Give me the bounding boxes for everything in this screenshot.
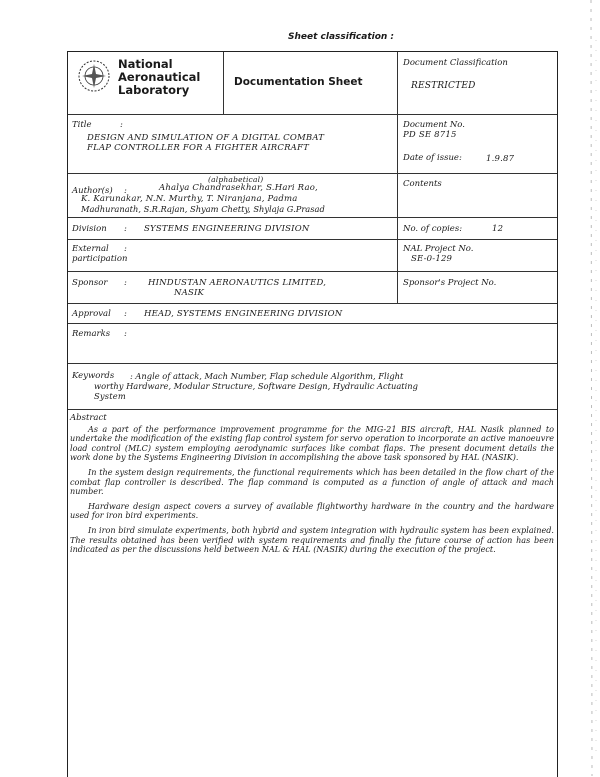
keywords-line-1: : Angle of attack, Mach Number, Flap schedule Algorithm, Flight: [130, 371, 404, 381]
external-label-2: participation: [72, 254, 128, 264]
authors-note: (alphabetical): [208, 175, 264, 184]
external-divider: [397, 240, 398, 272]
sponsor-label: Sponsor: [72, 278, 108, 288]
sponsor-divider: [397, 272, 398, 304]
authors-line-1: Ahalya Chandrasekhar, S.Hari Rao,: [159, 183, 318, 193]
title-label: Title: [72, 120, 92, 130]
approval-row: [68, 304, 557, 324]
nal-project-label: NAL Project No.: [403, 244, 474, 254]
sponsor-line-2: NASIK: [174, 288, 205, 298]
org-line-2: Aeronautical: [118, 70, 201, 84]
documentation-sheet-form: [67, 51, 558, 777]
abstract-paragraph-2: In the system design requirements, the functional requirements which has been detailed in the flow chart of the combat flap controller is described. The flap command is computed as a function of angle of attack and mach number.: [70, 466, 554, 497]
remarks-label: Remarks: [72, 329, 111, 339]
doc-number-label: Document No.: [403, 120, 465, 130]
division-label: Division: [72, 224, 107, 234]
date-of-issue-label: Date of issue:: [403, 153, 462, 163]
authors-line-2: K. Karunakar, N.N. Murthy, T. Niranjana, Padma: [81, 194, 298, 204]
division-colon: :: [124, 224, 127, 234]
nal-project-value: SE-0-129: [411, 254, 453, 264]
header-row: [68, 52, 557, 115]
sheet-classification-label: Sheet classification :: [288, 32, 395, 42]
approval-value: HEAD, SYSTEMS ENGINEERING DIVISION: [144, 309, 343, 319]
external-colon: :: [124, 244, 127, 254]
keywords-line-3: System: [94, 391, 126, 401]
abstract-label: Abstract: [70, 413, 107, 423]
abstract-paragraph-3: Hardware design aspect covers a survey of available flightworthy hardware in the country and the hardware used for iron bird experiments.: [70, 500, 554, 521]
authors-line-3: Madhuranath, S.R.Rajan, Shyam Chetty, Shylaja G.Prasad: [81, 204, 325, 214]
copies-label: No. of copies:: [403, 224, 463, 234]
approval-colon: :: [124, 309, 127, 319]
title-colon: :: [120, 120, 123, 130]
keywords-line-2: worthy Hardware, Modular Structure, Software Design, Hydraulic Actuating: [94, 381, 418, 391]
contents-label: Contents: [403, 179, 442, 189]
doc-classification-label: Document Classification: [403, 58, 508, 68]
keywords-row: [68, 364, 557, 410]
scan-edge-artifact: [578, 0, 600, 776]
division-value: SYSTEMS ENGINEERING DIVISION: [144, 224, 310, 234]
date-of-issue-value: 1.9.87: [486, 154, 515, 164]
sponsor-row: [68, 272, 557, 304]
doc-number-value: PD SE 8715: [403, 130, 457, 140]
authors-label: Author(s): [72, 186, 113, 196]
org-line-3: Laboratory: [118, 83, 190, 97]
abstract-paragraph-4: In iron bird simulate experiments, both hybrid and system integration with hydraulic system has been explained. The results obtained has been verified with system requirements and finally the future course of action has been indicated as per the discussions held between NAL & HAL (NASIK) during the execution of the project.: [70, 524, 554, 555]
approval-label: Approval: [72, 309, 111, 319]
authors-row: [68, 174, 557, 218]
title-row: [68, 115, 557, 174]
division-row: [68, 218, 557, 240]
abstract-body: [70, 414, 554, 560]
remarks-row: [68, 324, 557, 364]
remarks-colon: :: [124, 329, 127, 339]
external-participation-row: [68, 240, 557, 272]
org-line-1: National: [118, 57, 173, 71]
abstract-section: [68, 410, 557, 777]
organization-name: [118, 58, 200, 97]
authors-divider: [397, 174, 398, 218]
external-label-1: External: [72, 244, 109, 254]
sponsor-project-label: Sponsor's Project No.: [403, 278, 497, 288]
sponsor-line-1: HINDUSTAN AERONAUTICS LIMITED,: [148, 278, 327, 288]
title-line-2: FLAP CONTROLLER FOR A FIGHTER AIRCRAFT: [87, 143, 309, 153]
sponsor-colon: :: [124, 278, 127, 288]
header-divider-1: [223, 52, 224, 115]
title-line-1: DESIGN AND SIMULATION OF A DIGITAL COMBAT: [87, 133, 325, 143]
division-divider: [397, 218, 398, 240]
header-divider-2: [397, 52, 398, 115]
abstract-paragraph-1: As a part of the performance improvement programme for the MIG-21 BIS aircraft, HAL Nasik planned to undertake the modification of the existing flap control system for servo operation to incorporate an active manoeuvre load control (MLC) system employing aerodynamic surfaces like combat flaps. The present document details the work done by the Systems Engineering Division in accomplishing the above task sponsored by HAL (NASIK).: [70, 423, 554, 463]
title-divider: [397, 115, 398, 174]
doc-classification-value: RESTRICTED: [411, 81, 476, 91]
authors-colon: :: [124, 186, 127, 196]
keywords-label: Keywords: [72, 371, 115, 381]
copies-value: 12: [492, 224, 504, 234]
nal-emblem-icon: [76, 58, 112, 94]
sheet-title: Documentation Sheet: [234, 76, 363, 88]
